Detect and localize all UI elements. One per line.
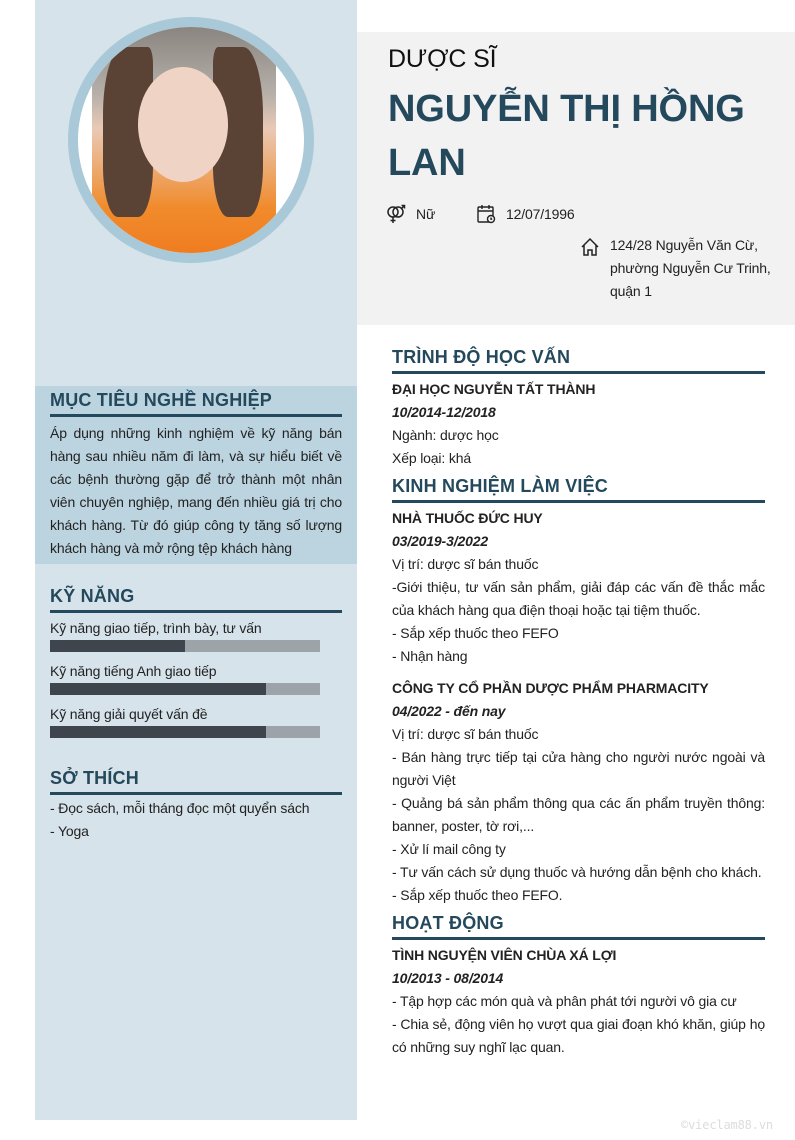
skill-item: [50, 705, 342, 738]
job-entry: [392, 677, 765, 907]
left-column: [35, 386, 357, 843]
objective-title: MỤC TIÊU NGHỀ NGHIỆP: [50, 390, 342, 417]
job-line: - Sắp xếp thuốc theo FEFO: [392, 625, 559, 641]
dob-info: [476, 204, 575, 224]
job-line: - Tư vấn cách sử dụng thuốc và hướng dẫn bệnh cho khách.: [392, 864, 762, 880]
education-section: [392, 347, 765, 470]
skill-bar-fill: [50, 640, 185, 652]
company-name: NHÀ THUỐC ĐỨC HUY: [392, 510, 543, 526]
home-icon: [580, 237, 600, 257]
activity-date: 10/2013 - 08/2014: [392, 970, 504, 986]
gender-icon: [386, 204, 406, 224]
job-line: - Quảng bá sản phẩm thông qua các ấn phẩm truyền thông: banner, poster, tờ rơi,...: [392, 795, 765, 834]
activity-line: - Chia sẻ, động viên họ vượt qua giai đoạn khó khăn, giúp họ có những suy nghĩ lạc quan.: [392, 1016, 765, 1055]
skills-section: [35, 586, 357, 738]
gender-info: [386, 204, 435, 224]
skill-label: Kỹ năng giao tiếp, trình bày, tư vấn: [50, 620, 262, 636]
job-date: 04/2022 - đến nay: [392, 703, 506, 719]
address-info: [580, 237, 771, 303]
objective-text: Áp dụng những kinh nghiệm về kỹ năng bán hàng sau nhiều năm đi làm, và sự hiểu biết về các bệnh thường gặp để trở thành một nhân viên chuyên nghiệp, mang đến nhiều giá trị cho khách hàng. Từ đó giúp công ty tăng số lượng khách hàng và mở rộng tệp khách hàng: [50, 425, 342, 556]
skill-bar: [50, 640, 320, 652]
job-role: DƯỢC SĨ: [388, 45, 497, 73]
job-line: Vị trí: dược sĩ bán thuốc: [392, 556, 539, 572]
experience-title: KINH NGHIỆM LÀM VIỆC: [392, 476, 765, 503]
job-line: - Bán hàng trực tiếp tại cửa hàng cho người nước ngoài và người Việt: [392, 749, 765, 788]
school-name: ĐẠI HỌC NGUYỄN TẤT THÀNH: [392, 381, 596, 397]
experience-section: [392, 476, 765, 907]
job-line: - Sắp xếp thuốc theo FEFO.: [392, 887, 563, 903]
job-line: - Xử lí mail công ty: [392, 841, 506, 857]
calendar-icon: [476, 204, 496, 224]
hobby-item: - Yoga: [50, 823, 89, 839]
hobbies-title: SỞ THÍCH: [50, 768, 342, 795]
address-line: 124/28 Nguyễn Văn Cừ,: [610, 237, 758, 253]
job-date: 03/2019-3/2022: [392, 533, 488, 549]
skill-bar: [50, 726, 320, 738]
skill-bar-fill: [50, 683, 266, 695]
activities-title: HOẠT ĐỘNG: [392, 913, 765, 940]
job-line: - Nhận hàng: [392, 648, 468, 664]
company-name: CÔNG TY CỔ PHẦN DƯỢC PHẨM PHARMACITY: [392, 680, 709, 696]
watermark: ©vieclam88.vn: [681, 1118, 773, 1132]
skills-title: KỸ NĂNG: [50, 586, 342, 613]
job-entry: [392, 507, 765, 668]
education-line: Ngành: dược học: [392, 427, 499, 443]
skill-bar-fill: [50, 726, 266, 738]
skill-label: Kỹ năng tiếng Anh giao tiếp: [50, 663, 217, 679]
activity-org: TÌNH NGUYỆN VIÊN CHÙA XÁ LỢI: [392, 947, 617, 963]
education-date: 10/2014-12/2018: [392, 404, 496, 420]
address-line: phường Nguyễn Cư Trinh,: [610, 260, 771, 276]
education-title: TRÌNH ĐỘ HỌC VẤN: [392, 347, 765, 374]
address-line: quận 1: [610, 283, 652, 299]
skill-item: [50, 662, 342, 695]
skill-label: Kỹ năng giải quyết vấn đề: [50, 706, 208, 722]
full-name: NGUYỄN THỊ HỒNG LAN: [388, 88, 745, 184]
activities-section: [392, 913, 765, 1059]
dob-value: 12/07/1996: [506, 206, 575, 222]
activity-line: - Tập hợp các món quà và phân phát tới người vô gia cư: [392, 993, 737, 1009]
skill-bar: [50, 683, 320, 695]
hobbies-section: [35, 768, 357, 843]
education-line: Xếp loại: khá: [392, 450, 471, 466]
gender-value: Nữ: [416, 206, 436, 222]
objective-section: [35, 386, 357, 564]
job-line: Vị trí: dược sĩ bán thuốc: [392, 726, 539, 742]
avatar: [78, 27, 304, 253]
job-line: -Giới thiệu, tư vấn sản phẩm, giải đáp các vấn đề thắc mắc của khách hàng qua điện thoại hoặc tại tiệm thuốc.: [392, 579, 765, 618]
skill-item: [50, 619, 342, 652]
right-column: [392, 347, 765, 1059]
hobby-item: - Đọc sách, mỗi tháng đọc một quyển sách: [50, 800, 310, 816]
